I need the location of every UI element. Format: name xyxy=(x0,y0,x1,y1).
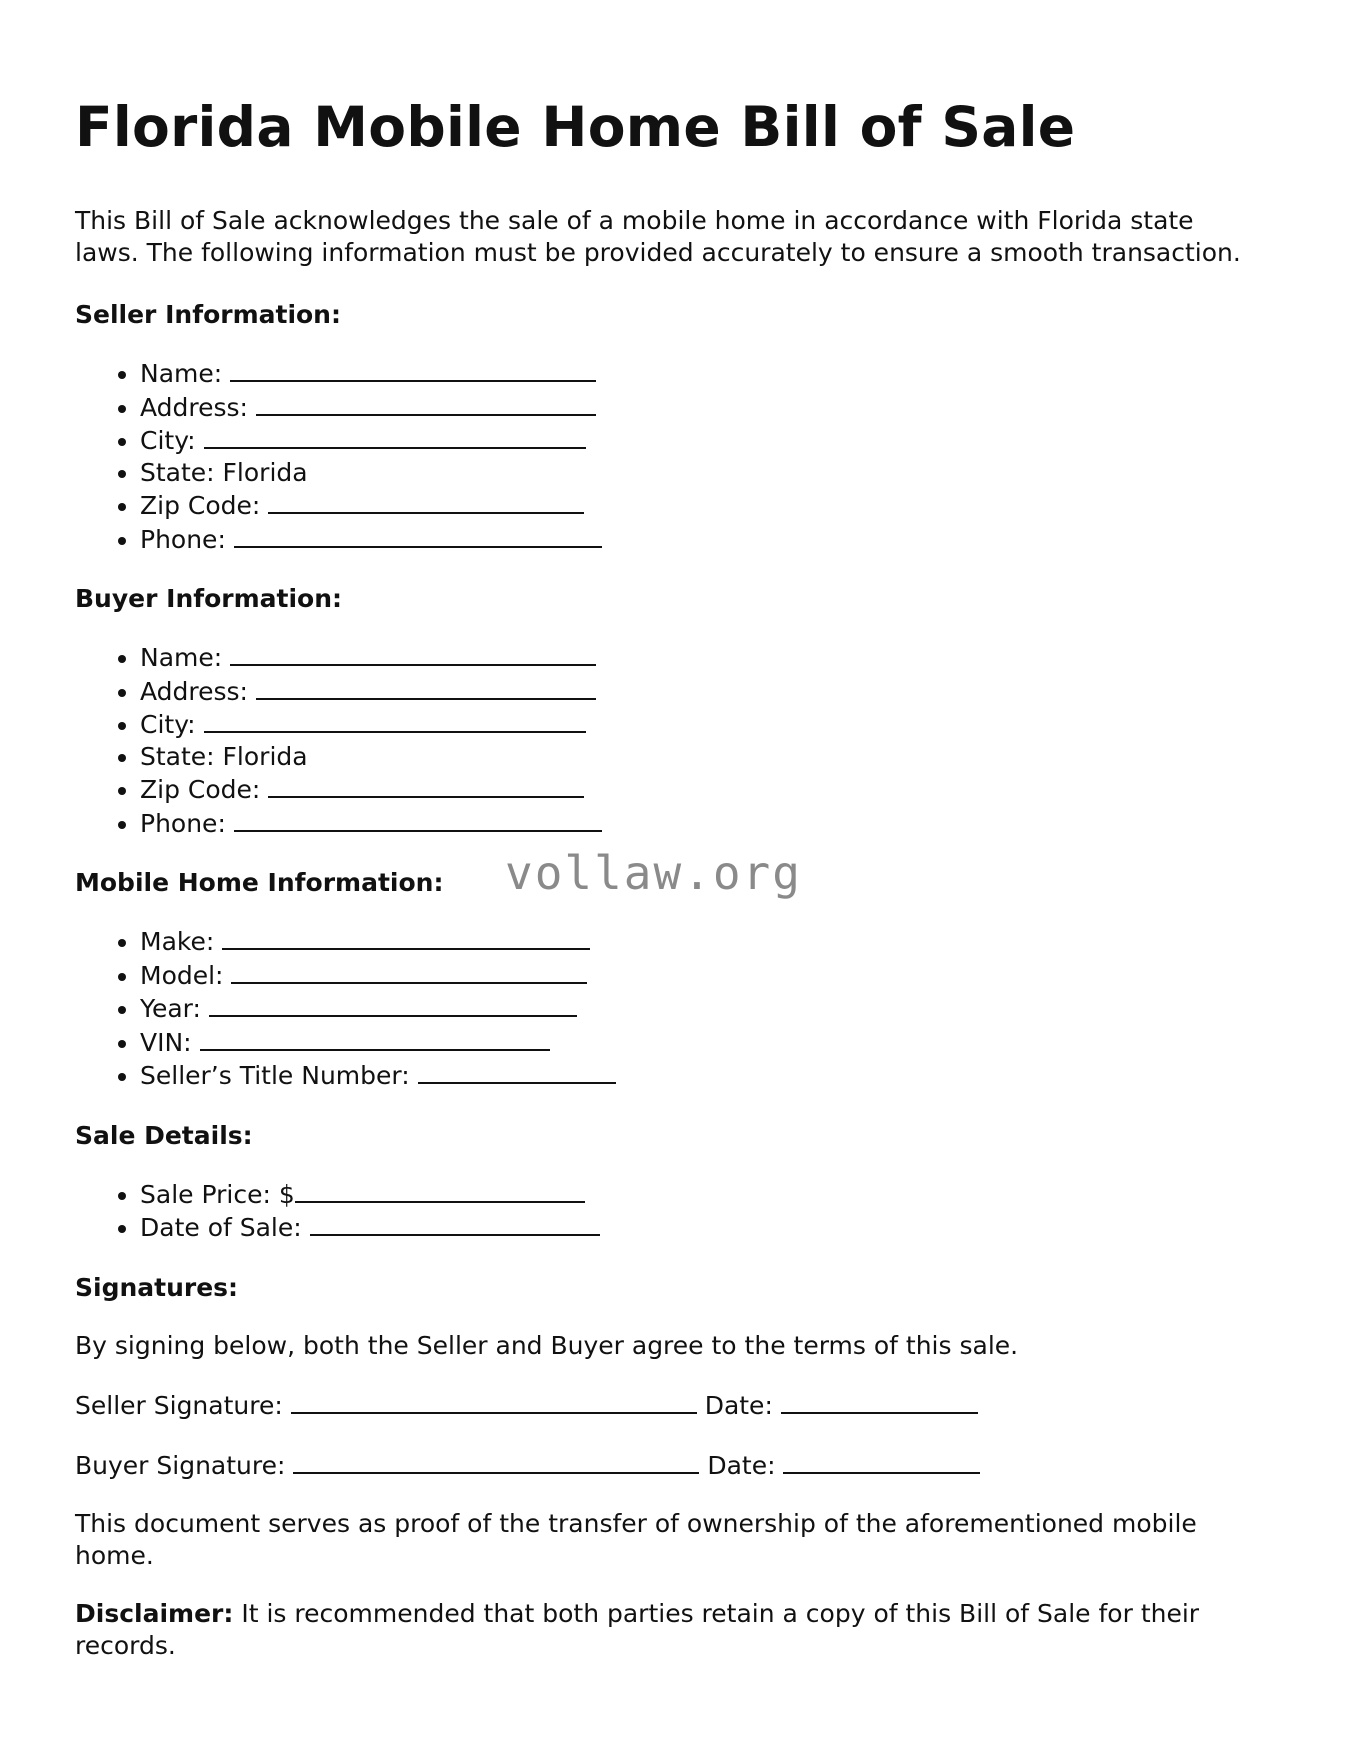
seller-name-field[interactable]: • Name: xyxy=(140,356,1275,390)
blank-line[interactable] xyxy=(200,1025,550,1051)
seller-signature-row xyxy=(75,1388,1275,1422)
seller-heading: Seller Information: xyxy=(75,300,341,329)
buyer-heading: Buyer Information: xyxy=(75,584,343,613)
seller-zip-field[interactable]: • Zip Code: xyxy=(140,488,1275,522)
disclaimer-label: Disclaimer: xyxy=(75,1598,234,1628)
seller-fields xyxy=(75,356,1275,555)
blank-line[interactable] xyxy=(268,488,584,514)
watermark-text: vollaw.org xyxy=(505,846,802,900)
home-title-number-field[interactable]: • Seller’s Title Number: xyxy=(140,1058,1275,1092)
seller-state-field: • State: Florida xyxy=(140,457,1275,489)
sale-date-field[interactable]: • Date of Sale: xyxy=(140,1210,1275,1244)
buyer-phone-field[interactable]: • Phone: xyxy=(140,806,1275,840)
sale-details-fields xyxy=(75,1177,1275,1244)
blank-line[interactable] xyxy=(230,356,596,382)
blank-line[interactable] xyxy=(209,991,577,1017)
seller-date-line[interactable] xyxy=(781,1388,978,1414)
mobile-home-fields xyxy=(75,924,1275,1092)
blank-line[interactable] xyxy=(204,423,586,449)
blank-line[interactable] xyxy=(204,707,586,733)
blank-line[interactable] xyxy=(256,390,596,416)
blank-line[interactable] xyxy=(310,1210,600,1236)
home-model-field[interactable]: • Model: xyxy=(140,958,1275,992)
intro-paragraph: This Bill of Sale acknowledges the sale of a mobile home in accordance with Florida state laws. The following information must be provided accurately to ensure a smooth transaction. xyxy=(75,206,1241,267)
buyer-fields xyxy=(75,640,1275,839)
mobile-home-heading: Mobile Home Information: xyxy=(75,868,444,897)
buyer-city-field[interactable]: • City: xyxy=(140,707,1275,741)
disclaimer-text: It is recommended that both parties retain a copy of this Bill of Sale for their records. xyxy=(75,1598,1200,1660)
buyer-signature-label: Buyer Signature: xyxy=(75,1450,286,1480)
seller-signature-label: Seller Signature: xyxy=(75,1390,283,1420)
signature-statement: By signing below, both the Seller and Buyer agree to the terms of this sale. xyxy=(75,1330,1019,1360)
buyer-signature-line[interactable] xyxy=(293,1448,699,1474)
buyer-name-field[interactable]: • Name: xyxy=(140,640,1275,674)
buyer-state-field: • State: Florida xyxy=(140,741,1275,773)
buyer-date-label: Date: xyxy=(707,1450,776,1480)
blank-line[interactable] xyxy=(268,772,584,798)
sale-details-heading: Sale Details: xyxy=(75,1120,253,1150)
proof-paragraph: This document serves as proof of the transfer of ownership of the aforementioned mobile home. xyxy=(75,1508,1197,1570)
sale-price-field[interactable]: • Sale Price: $ xyxy=(140,1177,1275,1211)
seller-city-field[interactable]: • City: xyxy=(140,423,1275,457)
home-year-field[interactable]: • Year: xyxy=(140,991,1275,1025)
blank-line[interactable] xyxy=(234,806,602,832)
blank-line[interactable] xyxy=(231,958,587,984)
buyer-zip-field[interactable]: • Zip Code: xyxy=(140,772,1275,806)
blank-line[interactable] xyxy=(418,1058,616,1084)
home-make-field[interactable]: • Make: xyxy=(140,924,1275,958)
seller-phone-field[interactable]: • Phone: xyxy=(140,522,1275,556)
seller-signature-line[interactable] xyxy=(291,1388,697,1414)
document-title: Florida Mobile Home Bill of Sale xyxy=(75,95,1076,159)
blank-line[interactable] xyxy=(222,924,590,950)
signatures-heading: Signatures: xyxy=(75,1272,239,1302)
blank-line[interactable] xyxy=(234,522,602,548)
seller-address-field[interactable]: • Address: xyxy=(140,390,1275,424)
disclaimer-paragraph xyxy=(75,1598,1275,1662)
blank-line[interactable] xyxy=(230,640,596,666)
buyer-date-line[interactable] xyxy=(783,1448,980,1474)
buyer-signature-row xyxy=(75,1448,1275,1482)
seller-date-label: Date: xyxy=(704,1390,773,1420)
blank-line[interactable] xyxy=(295,1177,585,1203)
home-vin-field[interactable]: • VIN: xyxy=(140,1025,1275,1059)
buyer-address-field[interactable]: • Address: xyxy=(140,674,1275,708)
blank-line[interactable] xyxy=(256,674,596,700)
